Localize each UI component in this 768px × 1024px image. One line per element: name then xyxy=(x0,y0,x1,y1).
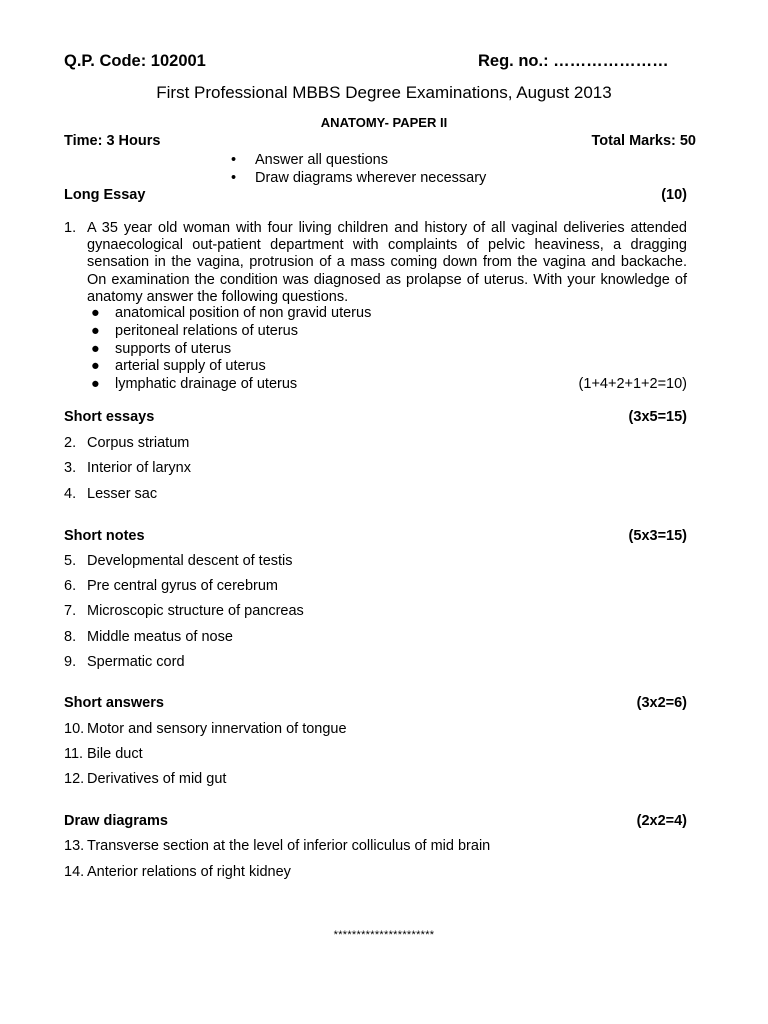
list-item: ● arterial supply of uterus xyxy=(91,358,266,374)
list-item: 2. Corpus striatum xyxy=(64,435,190,451)
list-item: 7. Microscopic structure of pancreas xyxy=(64,603,304,619)
section-heading-short-notes: Short notes (5x3=15) xyxy=(64,528,687,544)
list-item: 4. Lesser sac xyxy=(64,486,158,502)
time-marks-row xyxy=(64,133,696,150)
list-item: 13. Transverse section at the level of inferior colliculus of mid brain xyxy=(64,838,491,854)
list-item: ● anatomical position of non gravid uterus xyxy=(91,305,372,321)
list-item: 6. Pre central gyrus of cerebrum xyxy=(64,578,278,594)
list-item: ● lymphatic drainage of uterus xyxy=(91,376,298,392)
time-label: Time: 3 Hours xyxy=(64,133,161,149)
instruction-item: • Draw diagrams wherever necessary xyxy=(231,170,487,186)
qp-code: Q.P. Code: 102001 xyxy=(64,52,206,70)
section-heading-draw-diagrams: Draw diagrams (2x2=4) xyxy=(64,813,687,829)
list-item: 10. Motor and sensory innervation of tongue xyxy=(64,721,347,737)
list-item: 8. Middle meatus of nose xyxy=(64,629,233,645)
footer-stars: ********************** xyxy=(333,929,435,941)
list-item: 9. Spermatic cord xyxy=(64,654,185,670)
marks-split: (1+4+2+1+2=10) xyxy=(578,376,687,392)
paper-title: ANATOMY- PAPER II xyxy=(320,115,448,130)
total-marks: Total Marks: 50 xyxy=(591,133,696,149)
section-heading-short-essays: Short essays (3x5=15) xyxy=(64,409,687,425)
list-item: 14. Anterior relations of right kidney xyxy=(64,864,291,880)
section-marks: (5x3=15) xyxy=(628,528,687,544)
reg-no: Reg. no.: ………………… xyxy=(478,52,669,70)
instruction-item: • Answer all questions xyxy=(231,152,388,168)
list-item: 12. Derivatives of mid gut xyxy=(64,771,227,787)
exam-title: First Professional MBBS Degree Examinations, August 2013 xyxy=(156,83,612,102)
section-marks: (3x5=15) xyxy=(628,409,687,425)
list-item: 5. Developmental descent of testis xyxy=(64,553,293,569)
list-item: ● supports of uterus xyxy=(91,341,232,357)
section-marks: (3x2=6) xyxy=(636,695,687,711)
question-number: 1. xyxy=(64,220,77,236)
section-marks: (10) xyxy=(661,187,687,203)
list-item: ● peritoneal relations of uterus xyxy=(91,323,298,339)
list-item: 3. Interior of larynx xyxy=(64,460,191,476)
section-heading-long-essay: Long Essay (10) xyxy=(64,187,687,203)
long-essay-question: A 35 year old woman with four living children and history of all vaginal deliveries attended gynaecological out-patient department with complaints of pelvic heaviness, a dragging sensation in the vagina, protrusion of a mass coming down from the vagina and backache. On examination the condition was diagnosed as prolapse of uterus. With your knowledge of anatomy answer the following questions. xyxy=(87,220,687,305)
section-marks: (2x2=4) xyxy=(636,813,687,829)
list-item: 11. Bile duct xyxy=(64,746,143,762)
section-heading-short-answers: Short answers (3x2=6) xyxy=(64,695,687,711)
